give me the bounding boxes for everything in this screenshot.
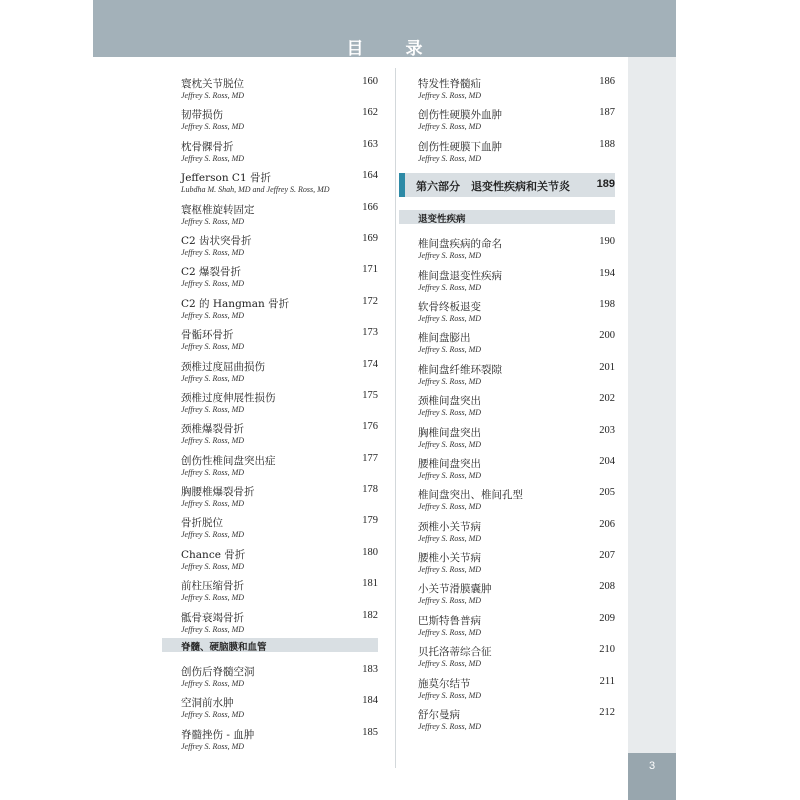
entry-page-number: 174 [362, 358, 378, 370]
entry-page-number: 208 [599, 581, 615, 593]
entry-title: 寰枕关节脱位 [181, 78, 244, 90]
entry-author: Jeffrey S. Ross, MD [181, 741, 245, 751]
entry-title: C2 的 Hangman 骨折 [181, 297, 290, 310]
entry-author: Jeffrey S. Ross, MD [181, 499, 245, 509]
toc-entry[interactable] [399, 133, 615, 164]
entry-author: Jeffrey S. Ross, MD [418, 122, 482, 132]
entry-title: 椎间盘纤维环裂隙 [418, 363, 502, 376]
entry-page-number: 181 [362, 578, 378, 590]
entry-page-number: 173 [362, 327, 378, 339]
entry-title: 胸椎间盘突出 [418, 426, 481, 439]
entry-title: 椎间盘膨出 [418, 332, 471, 345]
entry-title: Chance 骨折 [181, 548, 246, 561]
toc-entry[interactable] [162, 415, 378, 446]
toc-entry[interactable] [399, 670, 615, 701]
entry-page-number: 171 [362, 264, 378, 276]
entry-page-number: 194 [599, 267, 615, 279]
entry-author: Jeffrey S. Ross, MD [418, 533, 482, 543]
entry-title: 创伤后脊髓空洞 [181, 666, 255, 679]
entry-page-number: 160 [362, 76, 378, 87]
entry-author: Jeffrey S. Ross, MD [418, 565, 482, 575]
entry-author: Jeffrey S. Ross, MD [418, 439, 482, 449]
entry-title: 颈椎间盘突出 [418, 395, 481, 408]
entry-author: Jeffrey S. Ross, MD [181, 710, 245, 720]
toc-entry[interactable] [399, 638, 615, 669]
toc-entry[interactable] [162, 133, 378, 164]
toc-right-column [399, 70, 615, 732]
entry-page-number: 203 [599, 424, 615, 436]
toc-entry[interactable] [162, 321, 378, 352]
entry-page-number: 207 [599, 550, 615, 562]
toc-entry[interactable] [399, 701, 615, 732]
toc-entry[interactable] [162, 164, 378, 195]
entry-author: Jeffrey S. Ross, MD [181, 91, 245, 100]
toc-entry[interactable] [399, 101, 615, 132]
entry-page-number: 177 [362, 452, 378, 464]
entry-page-number: 187 [599, 107, 615, 119]
toc-entry[interactable] [162, 604, 378, 635]
toc-entry[interactable] [399, 575, 615, 606]
entry-author: Jeffrey S. Ross, MD [418, 282, 482, 292]
toc-entries-group [399, 230, 615, 732]
entry-page-number: 205 [599, 487, 615, 499]
toc-entry[interactable] [162, 258, 378, 289]
entry-page-number: 169 [362, 232, 378, 244]
toc-entry[interactable] [399, 419, 615, 450]
toc-entry[interactable] [399, 387, 615, 418]
entry-title: 前柱压缩骨折 [181, 580, 244, 593]
toc-entry[interactable] [162, 353, 378, 384]
toc-entry[interactable] [399, 262, 615, 293]
entry-author: Jeffrey S. Ross, MD [181, 467, 245, 477]
toc-entry[interactable] [162, 70, 378, 101]
entry-page-number: 178 [362, 484, 378, 496]
entry-page-number: 204 [599, 455, 615, 467]
entry-author: Jeffrey S. Ross, MD [181, 279, 245, 289]
entry-title: 小关节滑膜囊肿 [418, 583, 492, 596]
toc-entry[interactable] [399, 513, 615, 544]
entry-page-number: 179 [362, 515, 378, 527]
entry-author: Jeffrey S. Ross, MD [181, 624, 245, 634]
entry-page-number: 190 [599, 236, 615, 248]
toc-entries-group [162, 658, 378, 752]
toc-entry[interactable] [162, 689, 378, 720]
entry-title: C2 爆裂骨折 [181, 266, 242, 279]
entry-author: Jeffrey S. Ross, MD [181, 679, 245, 689]
entry-author: Jeffrey S. Ross, MD [181, 216, 245, 226]
entry-page-number: 206 [599, 518, 615, 530]
toc-entry[interactable] [399, 230, 615, 261]
entry-author: Jeffrey S. Ross, MD [181, 404, 245, 414]
entry-page-number: 185 [362, 726, 378, 738]
toc-entry[interactable] [162, 721, 378, 752]
toc-entry[interactable] [399, 544, 615, 575]
entry-author: Jeffrey S. Ross, MD [418, 659, 482, 669]
entry-title: 椎间盘突出、椎间孔型 [418, 489, 523, 502]
entry-title: Jefferson C1 骨折 [181, 172, 271, 185]
entry-title: 骶骨衰竭骨折 [181, 611, 244, 624]
entry-page-number: 164 [362, 170, 378, 182]
toc-entries-group [399, 70, 615, 164]
entry-author: Jeffrey S. Ross, MD [181, 593, 245, 603]
entry-title: 创伤性硬膜外血肿 [418, 109, 502, 122]
entry-title: 贝托洛蒂综合征 [418, 646, 492, 659]
entry-title: 枕骨髁骨折 [181, 140, 234, 153]
entry-author: Jeffrey S. Ross, MD [418, 596, 482, 606]
entry-author: Jeffrey S. Ross, MD [418, 313, 482, 323]
toc-entry[interactable] [399, 293, 615, 324]
entry-author: Jeffrey S. Ross, MD [181, 342, 245, 352]
entry-author: Jeffrey S. Ross, MD [181, 373, 245, 383]
entry-page-number: 188 [599, 138, 615, 150]
entry-page-number: 212 [599, 707, 615, 719]
toc-entries-group [162, 70, 378, 635]
entry-author: Jeffrey S. Ross, MD [418, 470, 482, 480]
entry-author: Jeffrey S. Ross, MD [418, 627, 482, 637]
toc-entry[interactable] [162, 447, 378, 478]
entry-title: 特发性脊髓疝 [418, 78, 481, 90]
entry-page-number: 183 [362, 664, 378, 676]
entry-title: 胸腰椎爆裂骨折 [181, 486, 255, 499]
entry-title: 腰椎间盘突出 [418, 457, 481, 470]
toc-entry[interactable] [399, 607, 615, 638]
entry-page-number: 184 [362, 695, 378, 707]
part-marker [399, 173, 405, 197]
entry-page-number: 186 [599, 76, 615, 87]
entry-page-number: 202 [599, 393, 615, 405]
entry-author: Jeffrey S. Ross, MD [418, 91, 482, 100]
entry-page-number: 211 [599, 675, 615, 687]
toc-entry[interactable] [162, 290, 378, 321]
entry-title: 颈椎过度屈曲损伤 [181, 360, 265, 373]
entry-page-number: 200 [599, 330, 615, 342]
part-page-number: 189 [596, 178, 615, 191]
entry-author: Jeffrey S. Ross, MD [181, 436, 245, 446]
entry-title: C2 齿状突骨折 [181, 234, 252, 247]
column-divider [395, 68, 396, 768]
entry-author: Jeffrey S. Ross, MD [418, 251, 482, 261]
entry-author: Lubdha M. Shah, MD and Jeffrey S. Ross, MD [181, 185, 330, 195]
page-title: 目 录 [346, 39, 441, 59]
entry-title: 空洞前水肿 [181, 697, 234, 710]
entry-title: 创伤性硬膜下血肿 [418, 140, 502, 153]
toc-entry[interactable] [162, 227, 378, 258]
entry-page-number: 210 [599, 644, 615, 656]
entry-author: Jeffrey S. Ross, MD [181, 247, 245, 257]
entry-title: 颈椎过度伸展性损伤 [181, 391, 276, 404]
section-header [162, 638, 378, 652]
part-title: 第六部分 退变性疾病和关节炎 [416, 180, 570, 194]
entry-author: Jeffrey S. Ross, MD [418, 153, 482, 163]
entry-title: 巴斯特鲁普病 [418, 614, 481, 627]
entry-title: 创伤性椎间盘突出症 [181, 454, 276, 467]
entry-title: 软骨终板退变 [418, 300, 481, 313]
section-header-title: 脊髓、硬脑膜和血管 [181, 642, 267, 654]
entry-page-number: 163 [362, 138, 378, 150]
toc-entry[interactable] [162, 572, 378, 603]
entry-page-number: 180 [362, 546, 378, 558]
entry-author: Jeffrey S. Ross, MD [418, 690, 482, 700]
toc-entry[interactable] [399, 70, 615, 101]
toc-entry[interactable] [162, 509, 378, 540]
entry-page-number: 172 [362, 295, 378, 307]
entry-title: 骨折脱位 [181, 517, 223, 530]
toc-entry[interactable] [162, 196, 378, 227]
entry-page-number: 166 [362, 201, 378, 213]
entry-title: 椎间盘疾病的命名 [418, 238, 502, 251]
page-number: 3 [648, 760, 656, 772]
entry-author: Jeffrey S. Ross, MD [181, 310, 245, 320]
part-header [399, 173, 615, 197]
section-header [399, 210, 615, 224]
entry-page-number: 162 [362, 107, 378, 119]
entry-title: 韧带损伤 [181, 109, 223, 122]
toc-entry[interactable] [162, 101, 378, 132]
entry-author: Jeffrey S. Ross, MD [418, 502, 482, 512]
toc-left-column [162, 70, 378, 752]
entry-author: Jeffrey S. Ross, MD [418, 376, 482, 386]
right-side-band [628, 57, 676, 800]
toc-entry[interactable] [162, 658, 378, 689]
entry-author: Jeffrey S. Ross, MD [418, 345, 482, 355]
entry-title: 颈椎爆裂骨折 [181, 423, 244, 436]
entry-author: Jeffrey S. Ross, MD [181, 530, 245, 540]
entry-page-number: 198 [599, 298, 615, 310]
entry-title: 寰枢椎旋转固定 [181, 203, 255, 216]
entry-title: 舒尔曼病 [418, 709, 460, 722]
section-header-title: 退变性疾病 [418, 214, 466, 226]
entry-title: 腰椎小关节病 [418, 552, 481, 565]
toc-entry[interactable] [399, 450, 615, 481]
entry-author: Jeffrey S. Ross, MD [181, 122, 245, 132]
entry-title: 颈椎小关节病 [418, 520, 481, 533]
entry-page-number: 182 [362, 609, 378, 621]
entry-title: 施莫尔结节 [418, 677, 471, 690]
toc-entry[interactable] [399, 356, 615, 387]
toc-entry[interactable] [162, 384, 378, 415]
entry-title: 脊髓挫伤 - 血肿 [181, 728, 255, 741]
entry-page-number: 175 [362, 389, 378, 401]
toc-entry[interactable] [162, 478, 378, 509]
entry-title: 椎间盘退变性疾病 [418, 269, 502, 282]
entry-author: Jeffrey S. Ross, MD [181, 153, 245, 163]
toc-entry[interactable] [162, 541, 378, 572]
toc-entry[interactable] [399, 324, 615, 355]
entry-author: Jeffrey S. Ross, MD [418, 722, 482, 732]
entry-author: Jeffrey S. Ross, MD [181, 561, 245, 571]
entry-page-number: 201 [599, 361, 615, 373]
toc-entry[interactable] [399, 481, 615, 512]
entry-page-number: 176 [362, 421, 378, 433]
entry-title: 骨骺环骨折 [181, 329, 234, 342]
entry-author: Jeffrey S. Ross, MD [418, 408, 482, 418]
entry-page-number: 209 [599, 612, 615, 624]
